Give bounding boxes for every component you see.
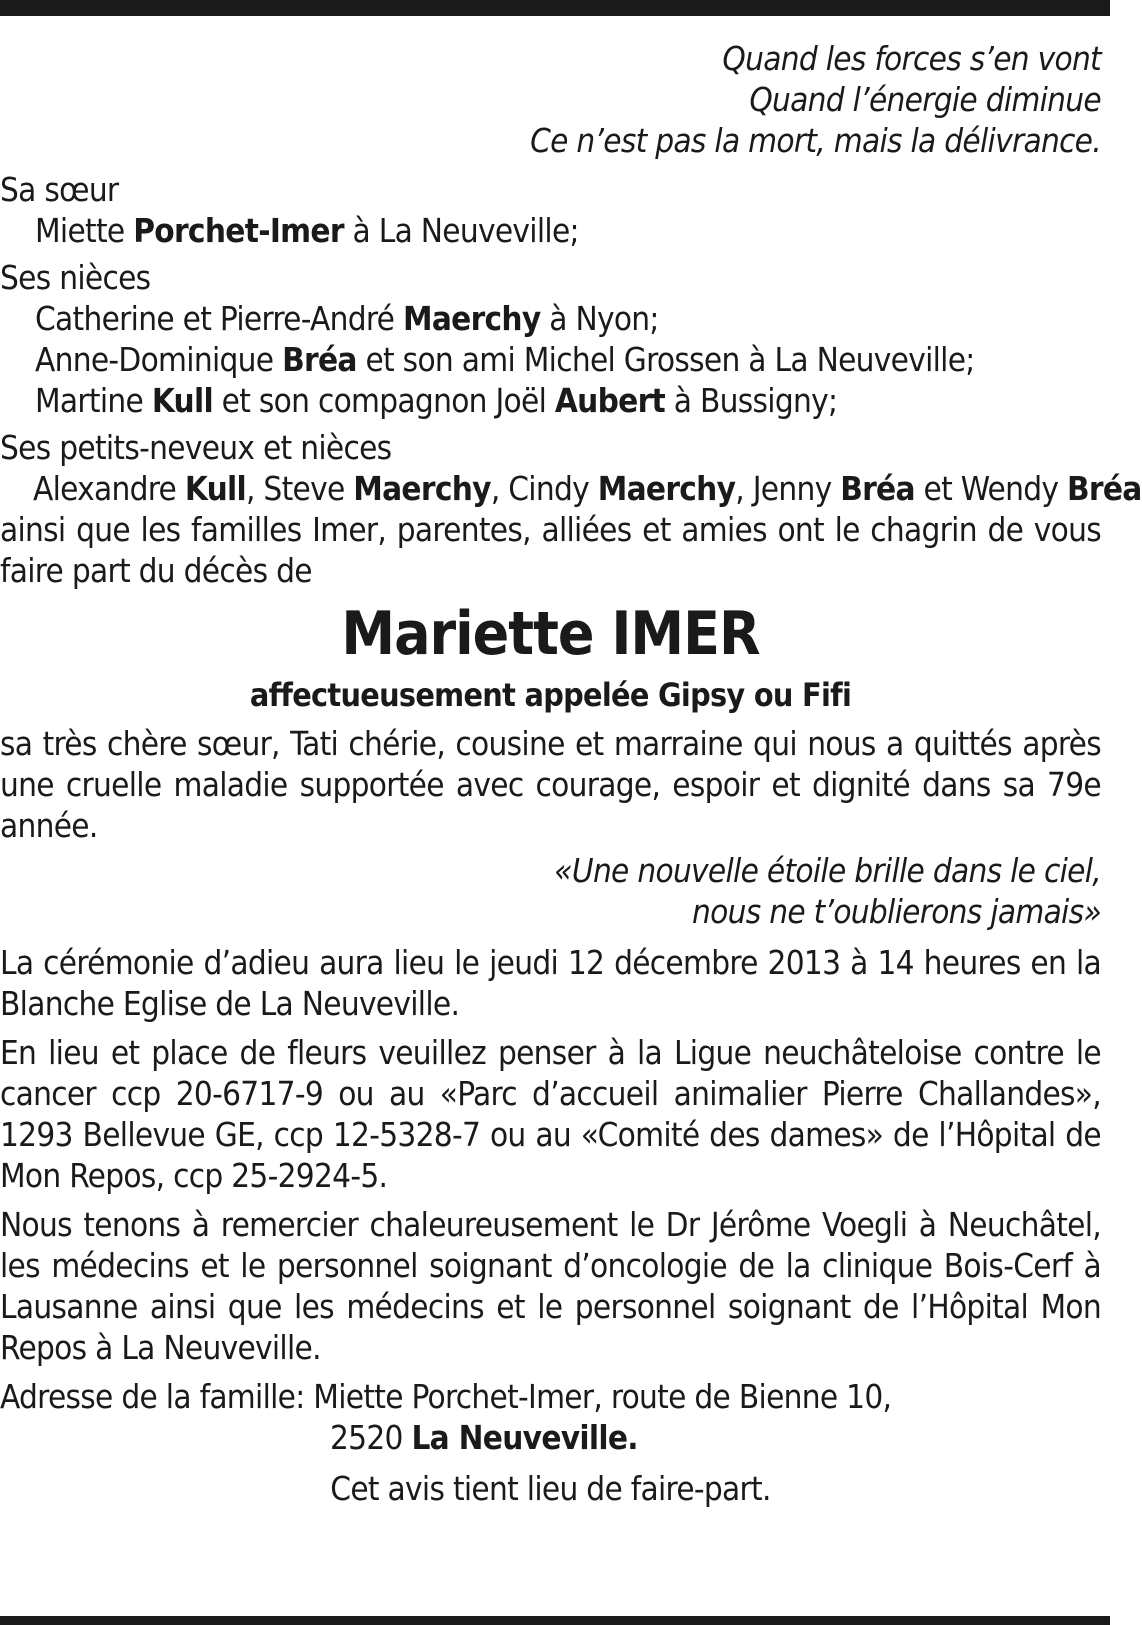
nieces-label: Ses nièces	[0, 258, 151, 297]
niece-entry: Martine Kull et son compagnon Joël Aubert à Bussigny;	[35, 381, 838, 420]
niece-entry: Catherine et Pierre-André Maerchy à Nyon;	[35, 299, 659, 338]
deceased-nickname: affectueusement appelée Gipsy ou Fifi	[249, 676, 852, 714]
obituary-notice	[0, 38, 1142, 1509]
sister-first-name: Miette	[35, 211, 134, 250]
niece-entry: Anne-Dominique Bréa et son ami Michel Grossen à La Neuveville;	[35, 340, 975, 379]
grandchildren-label: Ses petits-neveux et nièces	[0, 428, 392, 467]
sister-place: à La Neuveville;	[343, 211, 579, 250]
deceased-name: Mariette IMER	[341, 599, 760, 669]
bottom-border-bar	[0, 1616, 1110, 1625]
epigraph-line: Quand les forces s’en vont	[722, 39, 1101, 78]
address-city-line: 2520 La Neuveville.	[330, 1418, 638, 1457]
sister-surname: Porchet-Imer	[133, 211, 344, 250]
grandchildren-entry: Alexandre Kull, Steve Maerchy, Cindy Maerchy, Jenny Bréa et Wendy Bréa	[33, 469, 1142, 508]
acknowledgements: Nous tenons à remercier chaleureusement le Dr Jérôme Voegli à Neuchâtel, les médecins et le personnel soignant d’oncologie de la clinique Bois-Cerf à Lausanne ainsi que les médecins et le personnel soignant de l’Hôpital Mon Repos à La Neuveville.	[0, 1205, 1101, 1367]
address-city: La Neuveville.	[411, 1418, 638, 1457]
families-announcement: ainsi que les familles Imer, parentes, alliées et amies ont le chagrin de vous faire part du décès de	[0, 510, 1101, 590]
epigraph-poem	[0, 38, 1101, 161]
memorial-quote	[0, 850, 1101, 932]
sister-entry	[0, 210, 1101, 251]
ceremony-info: La cérémonie d’adieu aura lieu le jeudi 12 décembre 2013 à 14 heures en la Blanche Eglise de La Neuveville.	[0, 943, 1101, 1023]
epigraph-line: Quand l’énergie diminue	[749, 80, 1101, 119]
deceased-description: sa très chère sœur, Tati chérie, cousine et marraine qui nous a quittés après une cruelle maladie supportée avec courage, espoir et dignité dans sa 79e année.	[0, 724, 1101, 845]
epigraph-line: Ce n’est pas la mort, mais la délivrance.	[530, 121, 1101, 160]
address-line: Adresse de la famille: Miette Porchet-Imer, route de Bienne 10,	[0, 1377, 892, 1416]
sister-label: Sa sœur	[0, 170, 119, 209]
quote-line: «Une nouvelle étoile brille dans le ciel,	[554, 851, 1101, 890]
top-border-bar	[0, 0, 1110, 16]
nieces-section	[0, 257, 1101, 421]
notice-footer: Cet avis tient lieu de faire-part.	[330, 1469, 771, 1508]
sister-section	[0, 169, 1101, 251]
quote-line: nous ne t’oublierons jamais»	[692, 892, 1101, 931]
donation-info: En lieu et place de fleurs veuillez penser à la Ligue neuchâteloise contre le cancer ccp 20-6717-9 ou au «Parc d’accueil animalier Pierre Challandes», 1293 Bellevue GE, ccp 12-5328-7 ou au «Comité des dames» de l’Hôpital de Mon Repos, ccp 25-2924-5.	[0, 1033, 1101, 1195]
grandchildren-section	[0, 427, 1142, 509]
family-address	[0, 1376, 1101, 1458]
